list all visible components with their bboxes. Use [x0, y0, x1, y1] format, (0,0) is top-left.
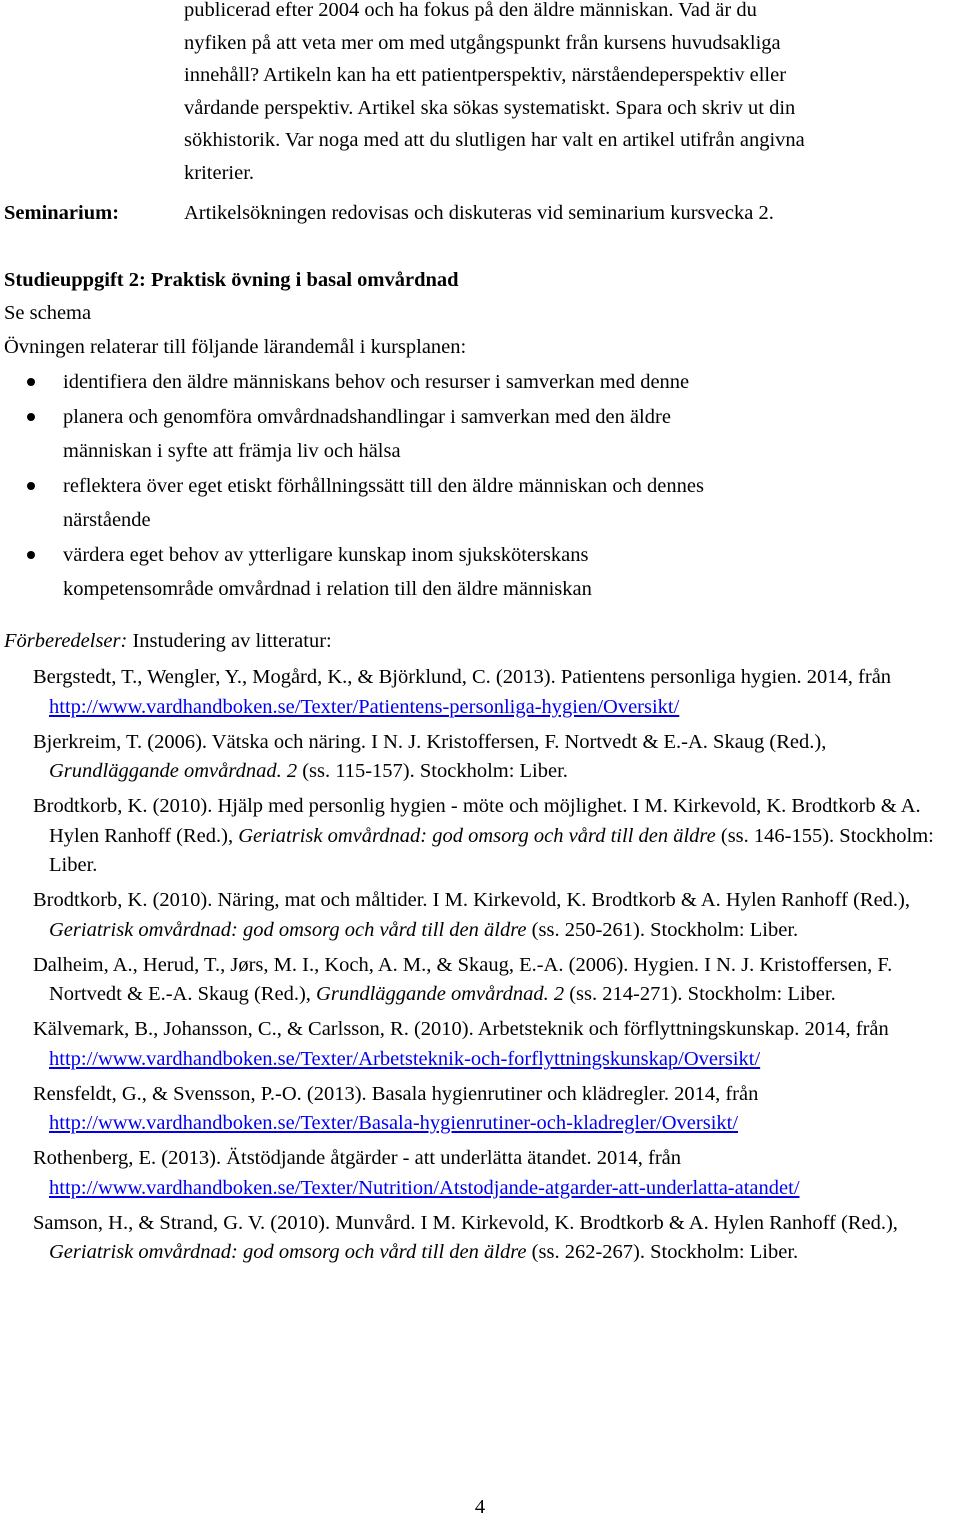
schedule-note: Se schema [4, 302, 92, 324]
learning-goals-intro: Övningen relaterar till följande lärandemål i kursplanen: [4, 336, 467, 358]
reference-item: Rothenberg, E. (2013). Ätstödjande åtgärder - att underlätta ätandet. 2014, från http://www.vardhandboken.se/Texter/Nutrition/Atstodjande-atgarder-att-underlatta-atandet/ [33, 1147, 800, 1199]
reference-link[interactable]: http://www.vardhandboken.se/Texter/Nutrition/Atstodjande-atgarder-att-underlatta-atandet/ [49, 1176, 800, 1199]
learning-goal-item: reflektera över eget etiskt förhållningssätt till den äldre människan och dennes närstående [0, 469, 900, 538]
page-number: 4 [474, 1496, 486, 1518]
intro-paragraph [184, 0, 958, 189]
seminar-label: Seminarium: [4, 202, 120, 224]
reference-item: Brodtkorb, K. (2010). Hjälp med personlig hygien - möte och möjlighet. I M. Kirkevold, K. Brodtkorb & A. Hylen Ranhoff (Red.), Geriatrisk omvårdnad: god omsorg och vård till den äldre (ss. 146-155). Stockholm: Liber. [33, 795, 934, 876]
intro-line: nyfiken på att veta mer om med utgångspunkt från kursens huvudsakliga [184, 31, 781, 54]
reference-item: Rensfeldt, G., & Svensson, P.-O. (2013). Basala hygienrutiner och klädregler. 2014, från http://www.vardhandboken.se/Texter/Basala-hygienrutiner-och-kladregler/Oversikt/ [33, 1082, 759, 1134]
preparation-label: Förberedelser: [4, 630, 128, 652]
reference-link[interactable]: http://www.vardhandboken.se/Texter/Arbetsteknik-och-forflyttningskunskap/Oversikt/ [49, 1047, 761, 1070]
reference-item: Bjerkreim, T. (2006). Vätska och näring. I N. J. Kristoffersen, F. Nortvedt & E.-A. Skaug (Red.), Grundläggande omvårdnad. 2 (ss. 115-157). Stockholm: Liber. [33, 730, 827, 782]
reference-item: Samson, H., & Strand, G. V. (2010). Munvård. I M. Kirkevold, K. Brodtkorb & A. Hylen Ranhoff (Red.), Geriatrisk omvårdnad: god omsorg och vård till den äldre (ss. 262-267). Stockholm: Liber. [33, 1211, 898, 1263]
reference-item: Brodtkorb, K. (2010). Näring, mat och måltider. I M. Kirkevold, K. Brodtkorb & A. Hylen Ranhoff (Red.), Geriatrisk omvårdnad: god omsorg och vård till den äldre (ss. 250-261). Stockholm: Liber. [33, 889, 910, 941]
intro-line: vårdande perspektiv. Artikel ska sökas systematiskt. Spara och skriv ut din [184, 96, 796, 119]
reference-list [33, 663, 958, 1273]
reference-item: Bergstedt, T., Wengler, Y., Mogård, K., & Björklund, C. (2013). Patientens personliga hygien. 2014, från http://www.vardhandboken.se/Texter/Patientens-personliga-hygien/Oversikt/ [33, 666, 892, 718]
seminar-text: Artikelsökningen redovisas och diskuteras vid seminarium kursvecka 2. [184, 202, 774, 224]
intro-line: sökhistorik. Var noga med att du slutligen har valt en artikel utifrån angivna [184, 129, 805, 151]
reference-link[interactable]: http://www.vardhandboken.se/Texter/Patientens-personliga-hygien/Oversikt/ [49, 695, 680, 718]
intro-line: innehåll? Artikeln kan ha ett patientperspektiv, närståendeperspektiv eller [184, 64, 787, 86]
learning-goal-item: identifiera den äldre människans behov och resurser i samverkan med denne [0, 365, 900, 400]
intro-line: kriterier. [184, 161, 255, 184]
learning-goal-item: planera och genomföra omvårdnadshandlingar i samverkan med den äldre människan i syfte att främja liv och hälsa [0, 400, 900, 469]
task-heading: Studieuppgift 2: Praktisk övning i basal omvårdnad [4, 269, 459, 291]
preparation-line [4, 625, 332, 657]
reference-link[interactable]: http://www.vardhandboken.se/Texter/Basala-hygienrutiner-och-kladregler/Oversikt/ [49, 1112, 739, 1134]
preparation-text: Instudering av litteratur: [127, 630, 332, 652]
reference-item: Kälvemark, B., Johansson, C., & Carlsson, R. (2010). Arbetsteknik och förflyttningskunskap. 2014, från http://www.vardhandboken.se/Texter/Arbetsteknik-och-forflyttningskunskap/Oversikt/ [33, 1018, 889, 1070]
reference-item: Dalheim, A., Herud, T., Jørs, M. I., Koch, A. M., & Skaug, E.-A. (2006). Hygien. I N. J. Kristoffersen, F. Nortvedt & E.-A. Skaug (Red.), Grundläggande omvårdnad. 2 (ss. 214-271). Stockholm: Liber. [33, 953, 893, 1005]
learning-goal-item: värdera eget behov av ytterligare kunskap inom sjuksköterskans kompetensområde omvårdnad i relation till den äldre människan [0, 538, 900, 607]
learning-goals-list [0, 365, 900, 607]
intro-line: publicerad efter 2004 och ha fokus på den äldre människan. Vad är du [184, 0, 757, 21]
